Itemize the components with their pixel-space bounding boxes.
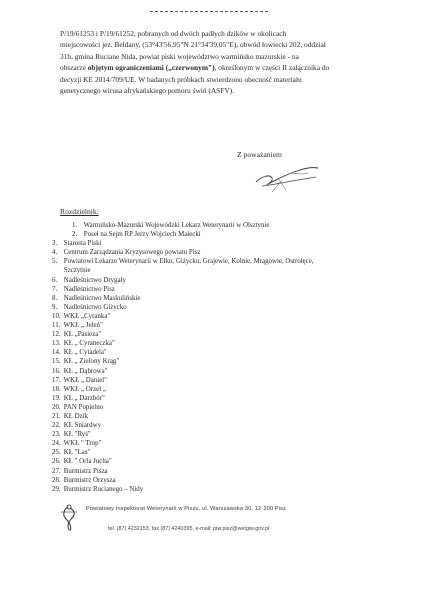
closing-salutation: Z poważaniem [237,150,282,159]
footer-contact: tel. (87) 4232153, fax (87) 4240395, e-mail: piw.pisz@wetgiw.gov.pl [108,526,270,532]
list-text: Szczytnie [63,267,91,275]
list-text: KŁ Dzik [63,412,89,420]
list-number: 15. [52,358,61,366]
distribution-list-item [52,403,416,412]
list-text: KŁ "Ryś" [63,431,91,439]
list-number: 17. [52,376,61,384]
list-text: Warmińsko-Mazurski Wojewódzki Lekarz Weterynarii w Olsztynie [83,222,270,229]
list-number: 20. [52,403,61,411]
list-number: 5. [52,258,58,266]
distribution-list-item [52,448,416,457]
list-text: Nadleśnictwo Giżycko [63,303,127,311]
distribution-list-item [52,430,416,439]
list-text: Powiatowi Lekarze Weterynarii w Ełku, Giżycku, Grajewie, Kolnie, Mrągowie, Ostrołęce, [63,258,314,266]
body-line [60,62,412,73]
list-text: KŁ Śniardwy [63,422,102,430]
list-text: PAN Popielno [63,403,104,411]
list-number: 12. [52,331,61,339]
list-number: 19. [52,394,61,402]
body-line: 31b, gmina Ruciane Nida, powiat piski województwo warmińsko mazurskie - na [60,51,299,61]
list-number: 7. [52,285,58,293]
distribution-list-item [52,266,416,275]
list-text: KŁ " Orla Jucha" [63,458,112,466]
body-text-segment: obszarze [60,63,88,73]
list-text: WKŁ „Cyranka" [63,312,111,320]
letter-body [60,28,412,96]
list-number: 22. [52,422,61,430]
distribution-list-item [52,312,416,321]
list-number: 16. [52,367,61,375]
list-number: 9. [52,303,58,311]
distribution-list-item [52,330,416,339]
list-text: KŁ „ Cyraneczka" [63,340,115,348]
list-number: 27. [52,467,61,475]
list-text: Centrum Zarządzania Kryzysowego powiatu Pisz [63,249,201,257]
distribution-list [52,221,416,494]
distribution-list-item [52,357,416,366]
list-number: 14. [52,349,61,357]
list-text: Nadleśnictwo Drygały [63,276,126,284]
list-number: 2. [72,231,78,239]
list-number: 1. [72,222,78,229]
list-text: KŁ „ Dąbrowa" [63,367,108,375]
distribution-list-item [52,485,416,494]
list-text: Starosta Piski [63,240,102,248]
list-text: KŁ „ Zielony Krąg" [63,358,120,366]
distribution-list-item [52,439,416,448]
distribution-list-item [52,257,416,266]
list-text: WKŁ „ Daniel" [63,376,107,384]
list-number: 10. [52,312,61,320]
list-number: 4. [52,249,58,257]
distribution-list-item [52,294,416,303]
distribution-list-item [52,376,416,385]
distribution-list-item [52,348,416,357]
list-text: KŁ „ Darzbór" [63,394,105,402]
distribution-list-item [52,467,416,476]
list-number: 3. [52,240,58,248]
distribution-list-item [52,385,416,394]
list-number: 11. [52,322,61,330]
list-text: KŁ "Las" [63,449,91,457]
list-number: 26. [52,458,61,466]
list-number: 8. [52,294,58,302]
restricted-zone-bold: objętym ograniczeniami („czerwonym") [87,63,215,73]
signature-icon [242,160,324,196]
list-number: 23. [52,431,61,439]
list-number: 6. [52,276,58,284]
distribution-list-item [52,457,416,466]
distribution-list-item [52,285,416,294]
list-text: WKŁ „ Jeleń" [63,322,103,330]
list-number: 25. [52,449,61,457]
distribution-list-item [52,239,416,248]
body-text-segment: , określonym w części II załącznika do [214,63,330,73]
distribution-list-item [52,248,416,257]
list-number: 28. [52,476,61,484]
distribution-heading: Rozdzielnik: [60,207,99,216]
list-text: WKŁ " Trop" [63,440,102,448]
distribution-list-item [52,476,416,485]
distribution-list-item [52,221,416,230]
distribution-list-item [52,339,416,348]
distribution-list-item [52,303,416,312]
distribution-list-item [52,412,416,421]
top-dashed-rule [150,11,268,12]
list-text: KŁ „Pasieza" [63,331,102,339]
footer-address: Powiatowy Inspektorat Weterynarii w Piszu, ul. Warszawska 30, 12-200 Pisz [86,506,286,512]
body-line: genetycznego wirusa afrykańskiego pomoru świń (ASFV). [60,86,235,96]
list-text: KŁ „ Cytadela" [63,349,107,357]
distribution-list-item [52,394,416,403]
list-text: Burmistrz Orzysza [63,476,116,484]
list-number: 18. [52,385,61,393]
body-line: decyzji KE 2014/709/UE. W badanych próbkach stwierdzono obecność materiału [60,74,302,84]
list-text: Burmistrz Pisza [63,467,108,475]
list-text: Nadleśnictwo Maskulińskie [63,294,141,302]
body-line: P/19/61253 i P/19/61252, pobranych od dwóch padłych dzików w okolicach [60,29,287,38]
letterhead-footer [58,503,358,537]
body-line: miejscowości jez. Beldany, (53°43'56,95"N 21°34'39,05"E), obwód łowiecki 202, oddział [60,40,326,50]
list-text: WKŁ „ Orzeł „ [63,385,106,393]
distribution-list-item [52,230,416,239]
list-number: 24. [52,440,61,448]
distribution-list-item [52,321,416,330]
list-number: 21. [52,412,61,420]
distribution-list-item [52,276,416,285]
distribution-list-item [52,367,416,376]
caduceus-logo-icon [58,503,84,533]
distribution-list-item [52,421,416,430]
list-number: 13. [52,340,61,348]
list-text: Poseł na Sejm RP Jerzy Wojciech Małecki [83,231,201,239]
list-text: Nadleśnictwo Pisz [63,285,115,293]
list-text: Burmistrz Rucianego – Nidy [63,485,144,493]
list-number: 29. [52,485,61,493]
